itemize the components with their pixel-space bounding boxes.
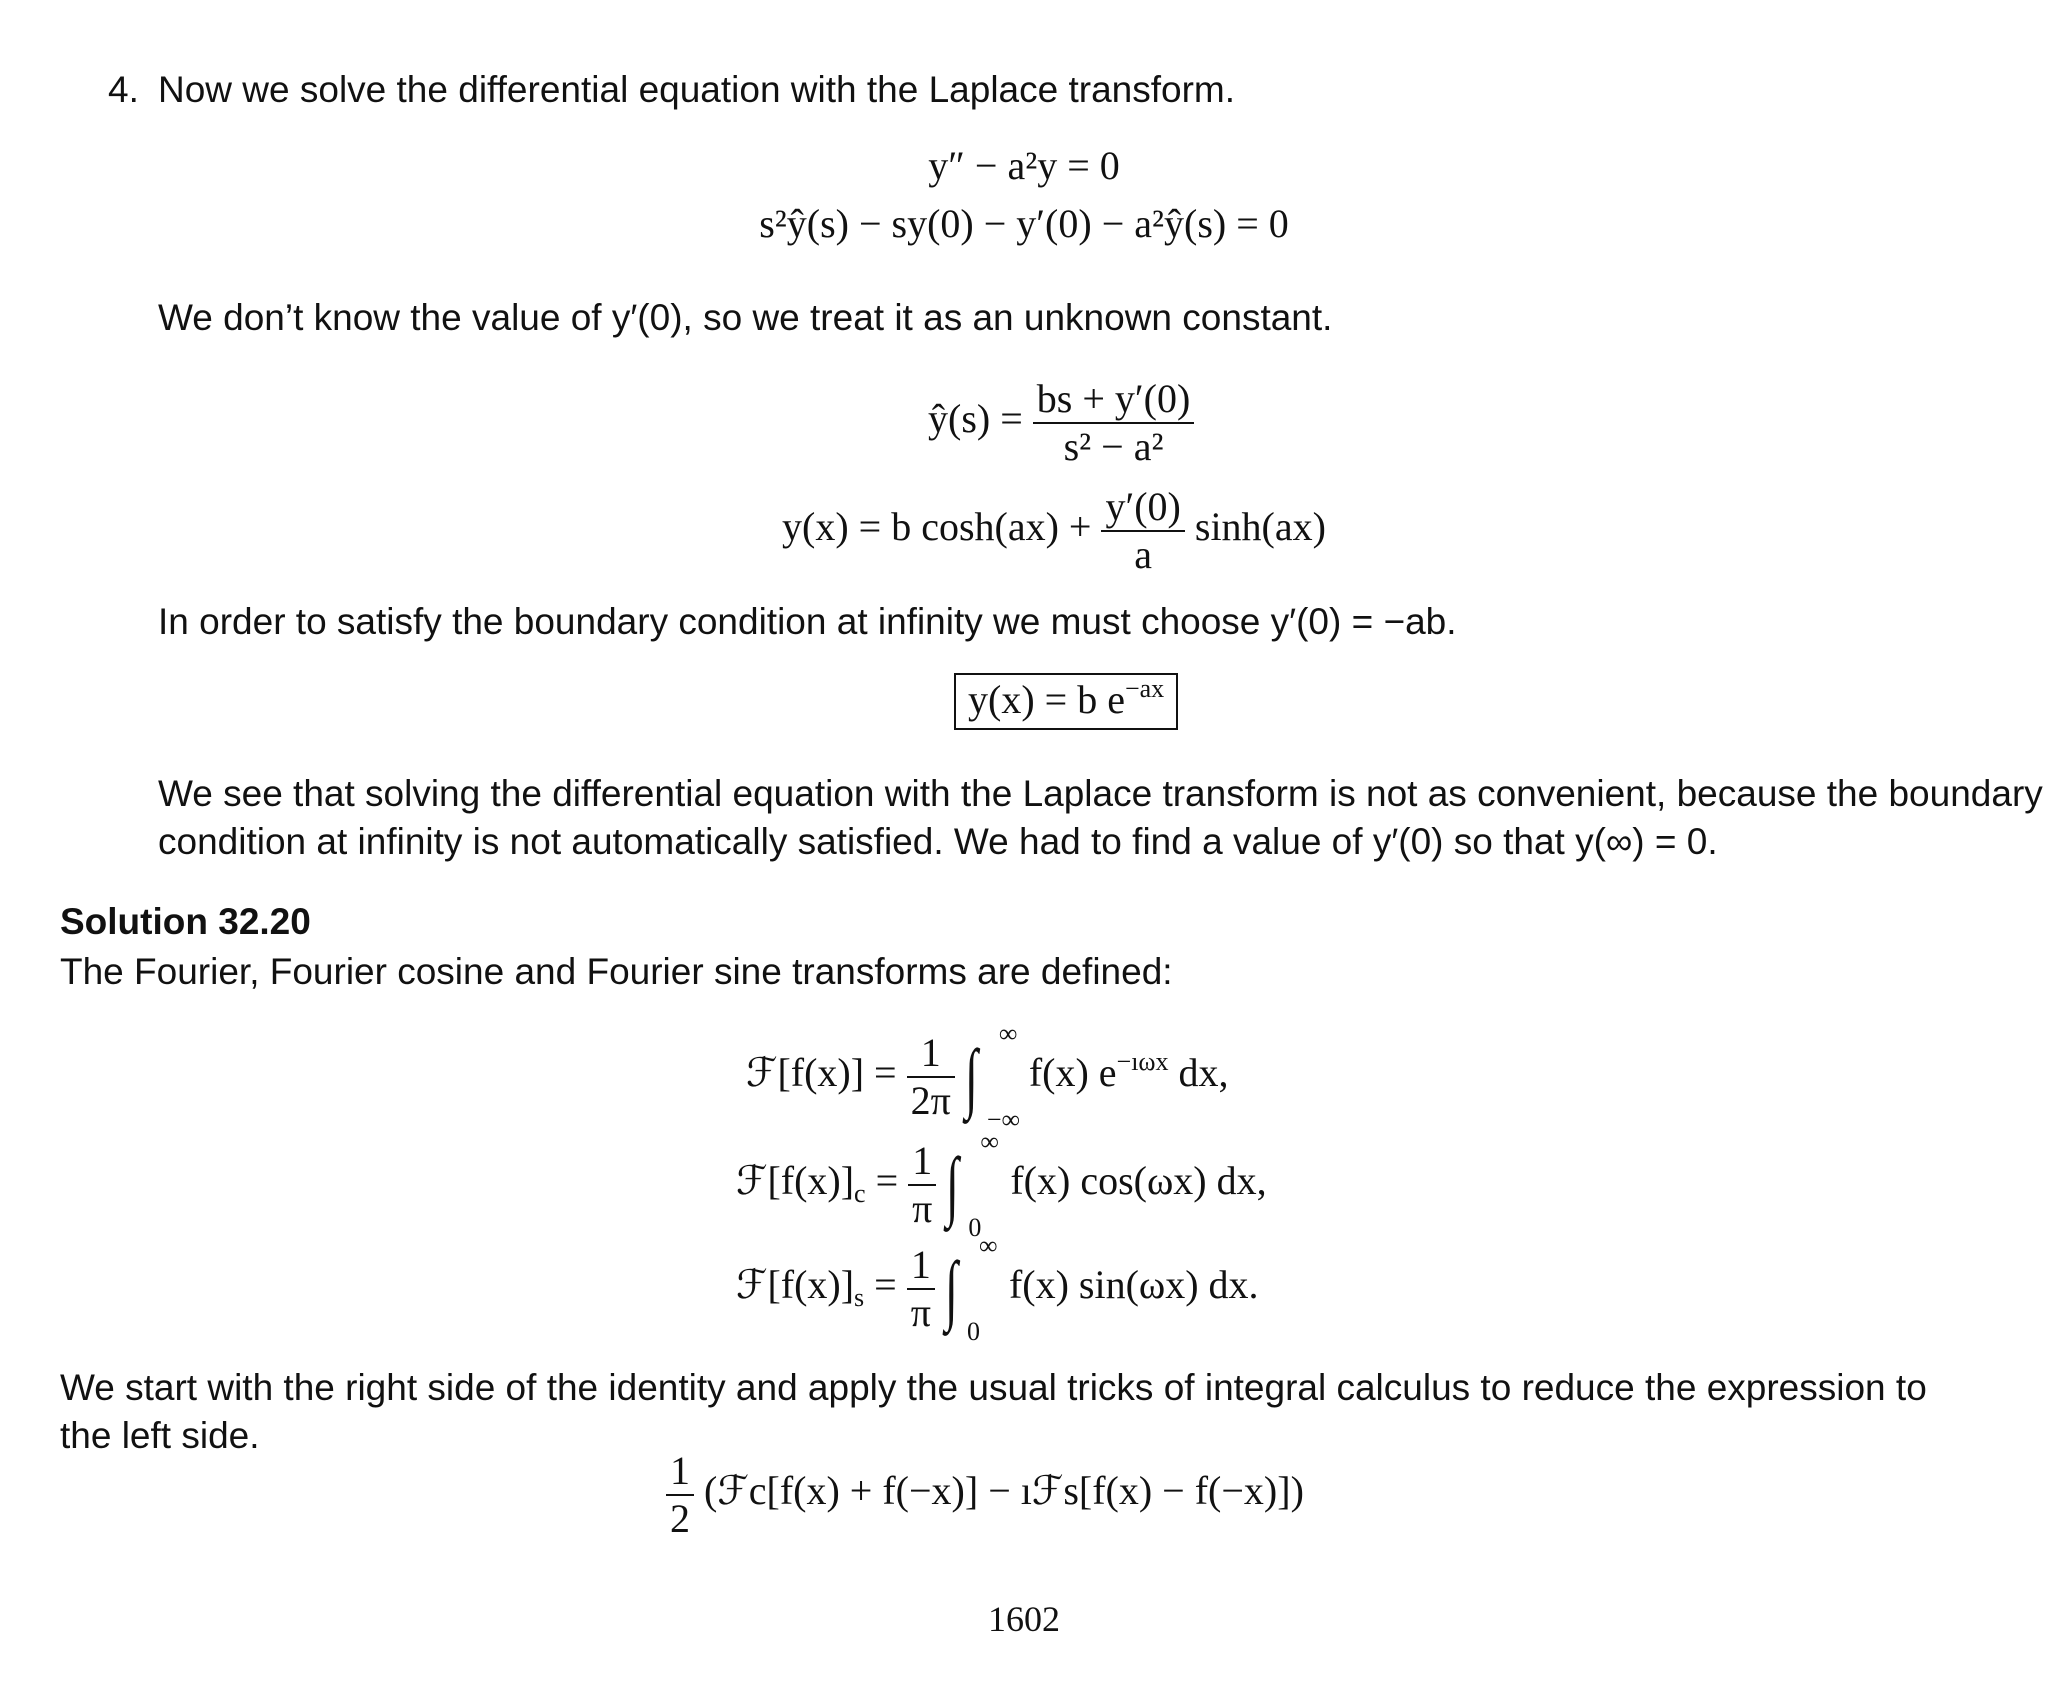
yhat-denominator: s² − a² bbox=[1063, 424, 1164, 469]
yhat-fraction bbox=[1033, 376, 1195, 470]
boundary-condition-text: In order to satisfy the boundary condition at infinity we must choose y′(0) = −ab. bbox=[158, 601, 1457, 642]
f3-lhs: ℱ[f(x)] bbox=[736, 1262, 855, 1308]
ygen-lhs: y(x) = b cosh(ax) + bbox=[782, 504, 1092, 550]
f1-upper-limit: ∞ bbox=[998, 1019, 1018, 1048]
start-line-2: the left side. bbox=[60, 1415, 260, 1456]
f2-numerator: 1 bbox=[908, 1138, 936, 1186]
item-intro: Now we solve the differential equation with the Laplace transform. bbox=[158, 69, 1236, 110]
fourier-cosine-def bbox=[736, 1127, 1267, 1242]
f1-tail: dx, bbox=[1178, 1050, 1229, 1096]
conclusion-line-2: condition at infinity is not automatically satisfied. We had to find a value of y′(0) so that y(∞) = 0. bbox=[158, 821, 1718, 862]
f3-fraction bbox=[907, 1242, 935, 1336]
fourier-transform-def bbox=[746, 1019, 1229, 1134]
f3-denominator: π bbox=[910, 1290, 931, 1335]
f3-subscript: s bbox=[854, 1283, 865, 1313]
last-numerator: 1 bbox=[666, 1448, 694, 1496]
start-line-1: We start with the right side of the identity and apply the usual tricks of integral calculus to reduce the expression to bbox=[60, 1367, 1927, 1408]
page-number: 1602 bbox=[988, 1599, 1060, 1639]
boxed-solution-text: y(x) = b e bbox=[968, 677, 1125, 722]
f2-body: f(x) cos(ωx) dx, bbox=[1010, 1158, 1267, 1204]
f3-numerator: 1 bbox=[907, 1242, 935, 1290]
f3-lower-limit: 0 bbox=[966, 1317, 980, 1346]
solution-heading: Solution 32.20 bbox=[60, 901, 311, 942]
fourier-sine-def bbox=[736, 1231, 1259, 1346]
f1-exponent: −ıωx bbox=[1116, 1047, 1169, 1077]
equation-yhat bbox=[928, 376, 1194, 470]
f1-fraction bbox=[907, 1030, 955, 1124]
f2-fraction bbox=[908, 1138, 936, 1232]
ygen-rhs: sinh(ax) bbox=[1194, 504, 1326, 550]
identity-rhs bbox=[666, 1448, 1304, 1542]
f3-body: f(x) sin(ωx) dx. bbox=[1008, 1262, 1259, 1308]
f2-upper-limit: ∞ bbox=[980, 1127, 999, 1156]
ygen-numerator: y′(0) bbox=[1101, 484, 1184, 532]
item-number: 4. bbox=[108, 69, 139, 110]
yhat-lhs: ŷ(s) = bbox=[928, 396, 1023, 442]
integral-sign-icon: ∫ ∞ 0 bbox=[944, 1231, 998, 1346]
equation-laplace: s²ŷ(s) − sy(0) − y′(0) − a²ŷ(s) = 0 bbox=[759, 201, 1289, 246]
boxed-solution-exponent: −ax bbox=[1124, 674, 1165, 703]
last-denominator: 2 bbox=[670, 1496, 690, 1541]
equation-ode: y″ − a²y = 0 bbox=[928, 143, 1120, 188]
f1-body: f(x) e bbox=[1028, 1050, 1117, 1096]
f2-eq: = bbox=[875, 1158, 899, 1204]
unknown-constant-text: We don’t know the value of y′(0), so we treat it as an unknown constant. bbox=[158, 297, 1333, 338]
last-expression: (ℱc[f(x) + f(−x)] − ıℱs[f(x) − f(−x)]) bbox=[704, 1468, 1304, 1514]
f1-numerator: 1 bbox=[907, 1030, 955, 1078]
f1-lower-limit: −∞ bbox=[986, 1105, 1021, 1134]
f2-lower-limit: 0 bbox=[968, 1213, 982, 1242]
integral-sign-icon: ∫ ∞ 0 bbox=[946, 1127, 999, 1242]
ygen-denominator: a bbox=[1134, 532, 1153, 577]
f2-lhs: ℱ[f(x)] bbox=[736, 1158, 855, 1204]
boxed-solution bbox=[954, 676, 1178, 723]
f3-eq: = bbox=[874, 1262, 897, 1308]
conclusion-line-1: We see that solving the differential equation with the Laplace transform is not as convenient, because the boundary bbox=[158, 773, 2043, 814]
ygen-fraction bbox=[1101, 484, 1184, 578]
f1-lhs: ℱ[f(x)] = bbox=[746, 1050, 897, 1096]
solution-intro: The Fourier, Fourier cosine and Fourier sine transforms are defined: bbox=[60, 951, 1173, 992]
f3-upper-limit: ∞ bbox=[978, 1231, 998, 1260]
f2-subscript: c bbox=[854, 1179, 866, 1209]
equation-y-general bbox=[782, 484, 1326, 578]
yhat-numerator: bs + y′(0) bbox=[1033, 376, 1195, 424]
integral-sign-icon: ∫ ∞ −∞ bbox=[964, 1019, 1021, 1134]
f1-denominator: 2π bbox=[910, 1078, 951, 1123]
last-fraction bbox=[666, 1448, 694, 1542]
f2-denominator: π bbox=[912, 1186, 933, 1231]
